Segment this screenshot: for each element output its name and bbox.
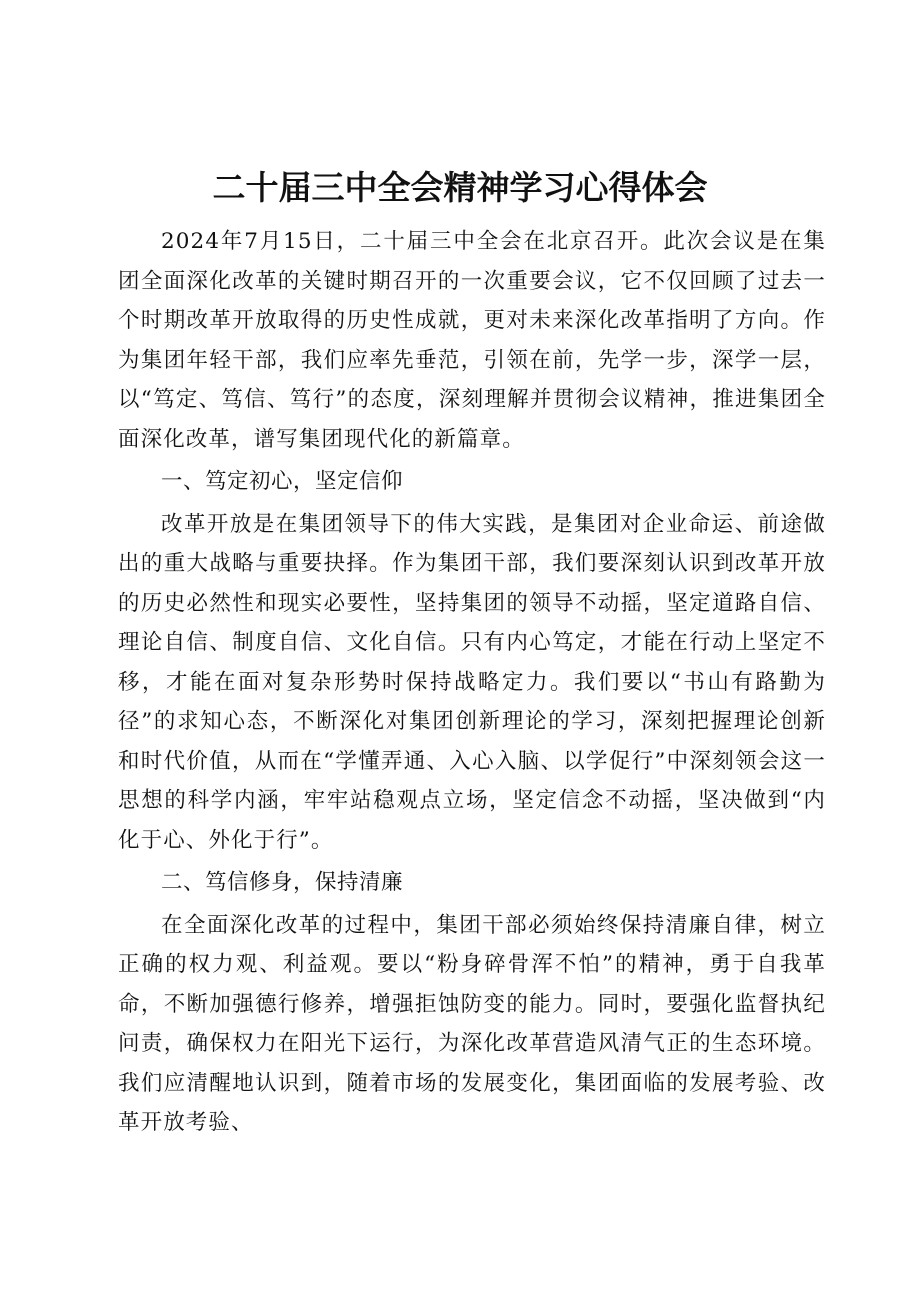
- document-title: 二十届三中全会精神学习心得体会: [212, 168, 708, 207]
- document-body: [118, 222, 826, 1143]
- intro-paragraph: 2024年7月15日，二十届三中全会在北京召开。此次会议是在集团全面深化改革的关键时期召开的一次重要会议，它不仅回顾了过去一个时期改革开放取得的历史性成就，更对未来深化改革指明了方向。作为集团年轻干部，我们应率先垂范，引领在前，先学一步，深学一层，以“笃定、笃信、笃行”的态度，深刻理解并贯彻会议精神，推进集团全面深化改革，谱写集团现代化的新篇章。: [118, 229, 826, 452]
- section-heading-2: 二、笃信修身，保持清廉: [161, 870, 404, 895]
- section-heading-1: 一、笃定初心，坚定信仰: [161, 469, 404, 494]
- section-paragraph-2: 在全面深化改革的过程中，集团干部必须始终保持清廉自律，树立正确的权力观、利益观。要以“粉身碎骨浑不怕”的精神，勇于自我革命，不断加强德行修养，增强拒蚀防变的能力。同时，要强化监督执纪问责，确保权力在阳光下运行，为深化改革营造风清气正的生态环境。我们应清醒地认识到，随着市场的发展变化，集团面临的发展考验、改革开放考验、: [118, 912, 826, 1135]
- section-paragraph-1: 改革开放是在集团领导下的伟大实践，是集团对企业命运、前途做出的重大战略与重要抉择。作为集团干部，我们要深刻认识到改革开放的历史必然性和现实必要性，坚持集团的领导不动摇，坚定道路自信、理论自信、制度自信、文化自信。只有内心笃定，才能在行动上坚定不移，才能在面对复杂形势时保持战略定力。我们要以“书山有路勤为径”的求知心态，不断深化对集团创新理论的学习，深刻把握理论创新和时代价值，从而在“学懂弄通、入心入脑、以学促行”中深刻领会这一思想的科学内涵，牢牢站稳观点立场，坚定信念不动摇，坚决做到“内化于心、外化于行”。: [118, 511, 826, 853]
